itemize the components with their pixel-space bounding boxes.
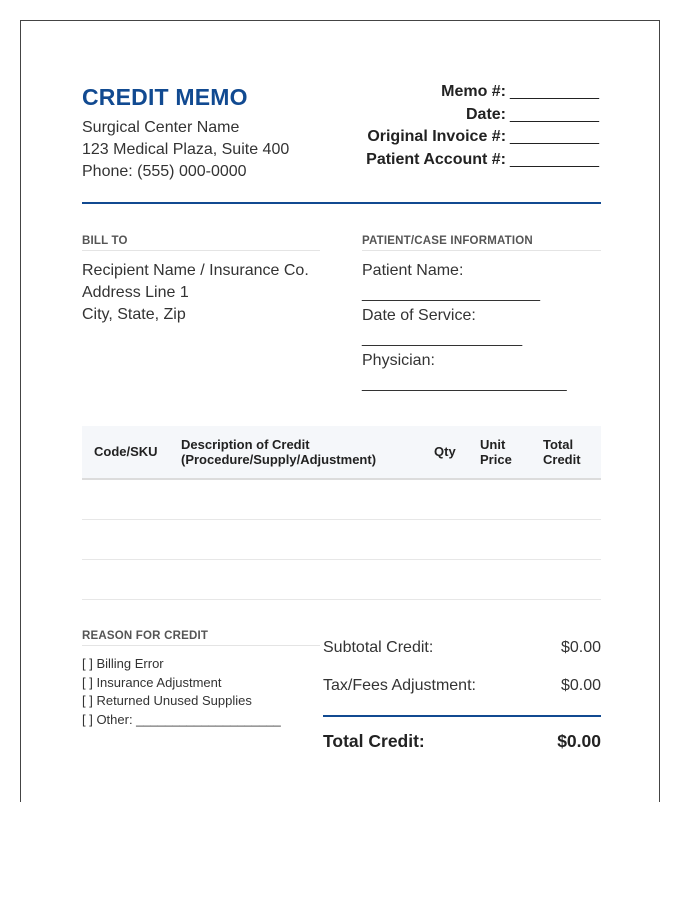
- bill-to-city: City, State, Zip: [82, 306, 186, 323]
- reason-insurance-adjustment[interactable]: [ ] Insurance Adjustment: [82, 674, 222, 690]
- tax-value: $0.00: [560, 677, 601, 694]
- patient-name-field: ____________________: [362, 284, 540, 302]
- credit-items-table: [82, 426, 601, 600]
- subtotal-label: Subtotal Credit:: [323, 639, 434, 656]
- patient-info-block: [362, 260, 567, 395]
- col-qty: Qty: [434, 444, 456, 459]
- bill-to-label: BILL TO: [82, 235, 320, 251]
- tax-label: Tax/Fees Adjustment:: [323, 677, 476, 694]
- patient-account-row: [366, 149, 599, 172]
- memo-meta: [366, 81, 599, 171]
- col-code: Code/SKU: [94, 444, 158, 459]
- date-label: Date:: [466, 105, 507, 123]
- col-total-credit: Total Credit: [543, 437, 581, 467]
- physician-label: Physician:: [362, 352, 435, 369]
- subtotal-value: $0.00: [560, 639, 601, 656]
- reason-options: [82, 655, 281, 729]
- header-divider: [82, 202, 601, 204]
- memo-title: CREDIT MEMO: [82, 84, 248, 110]
- original-invoice-field: __________: [510, 128, 599, 145]
- date-field: __________: [510, 105, 599, 123]
- company-name: Surgical Center Name: [82, 119, 240, 136]
- totals-block: [323, 639, 601, 695]
- original-invoice-row: [366, 126, 599, 149]
- date-of-service-label: Date of Service:: [362, 307, 476, 324]
- patient-account-field: __________: [510, 150, 599, 168]
- total-credit-value: $0.00: [557, 731, 601, 751]
- patient-name-label: Patient Name:: [362, 262, 464, 279]
- bill-to-address: Address Line 1: [82, 284, 189, 301]
- col-unit-price: Unit Price: [480, 437, 512, 467]
- patient-account-label: Patient Account #:: [366, 150, 507, 168]
- date-of-service-field: __________________: [362, 329, 523, 347]
- original-invoice-label: Original Invoice #:: [367, 128, 507, 145]
- date-row: [366, 104, 599, 127]
- bill-to-recipient: Recipient Name / Insurance Co.: [82, 262, 309, 279]
- memo-number-field: __________: [510, 83, 599, 100]
- subtotal-row: [323, 639, 601, 657]
- totals-divider: [323, 715, 601, 717]
- tax-row: [323, 677, 601, 695]
- bill-to-block: [82, 260, 309, 326]
- table-row[interactable]: [82, 560, 601, 600]
- reason-label: REASON FOR CREDIT: [82, 630, 320, 646]
- total-credit-label: Total Credit:: [323, 731, 425, 751]
- reason-returned-supplies[interactable]: [ ] Returned Unused Supplies: [82, 693, 252, 708]
- physician-field: _______________________: [362, 374, 567, 392]
- memo-number-label: Memo #:: [441, 83, 507, 100]
- credit-memo-page: [20, 20, 660, 802]
- patient-info-label: PATIENT/CASE INFORMATION: [362, 235, 601, 251]
- company-address: 123 Medical Plaza, Suite 400: [82, 141, 290, 158]
- col-description: Description of Credit (Procedure/Supply/Adjustment): [181, 437, 377, 467]
- total-credit-row: [323, 731, 601, 752]
- reason-billing-error[interactable]: [ ] Billing Error: [82, 656, 164, 671]
- table-header: [82, 426, 601, 480]
- company-info: [82, 117, 289, 183]
- table-row[interactable]: [82, 520, 601, 560]
- reason-other[interactable]: [ ] Other: ____________________: [82, 711, 281, 727]
- company-phone: Phone: (555) 000-0000: [82, 163, 247, 180]
- table-row[interactable]: [82, 480, 601, 520]
- memo-number-row: [366, 81, 599, 104]
